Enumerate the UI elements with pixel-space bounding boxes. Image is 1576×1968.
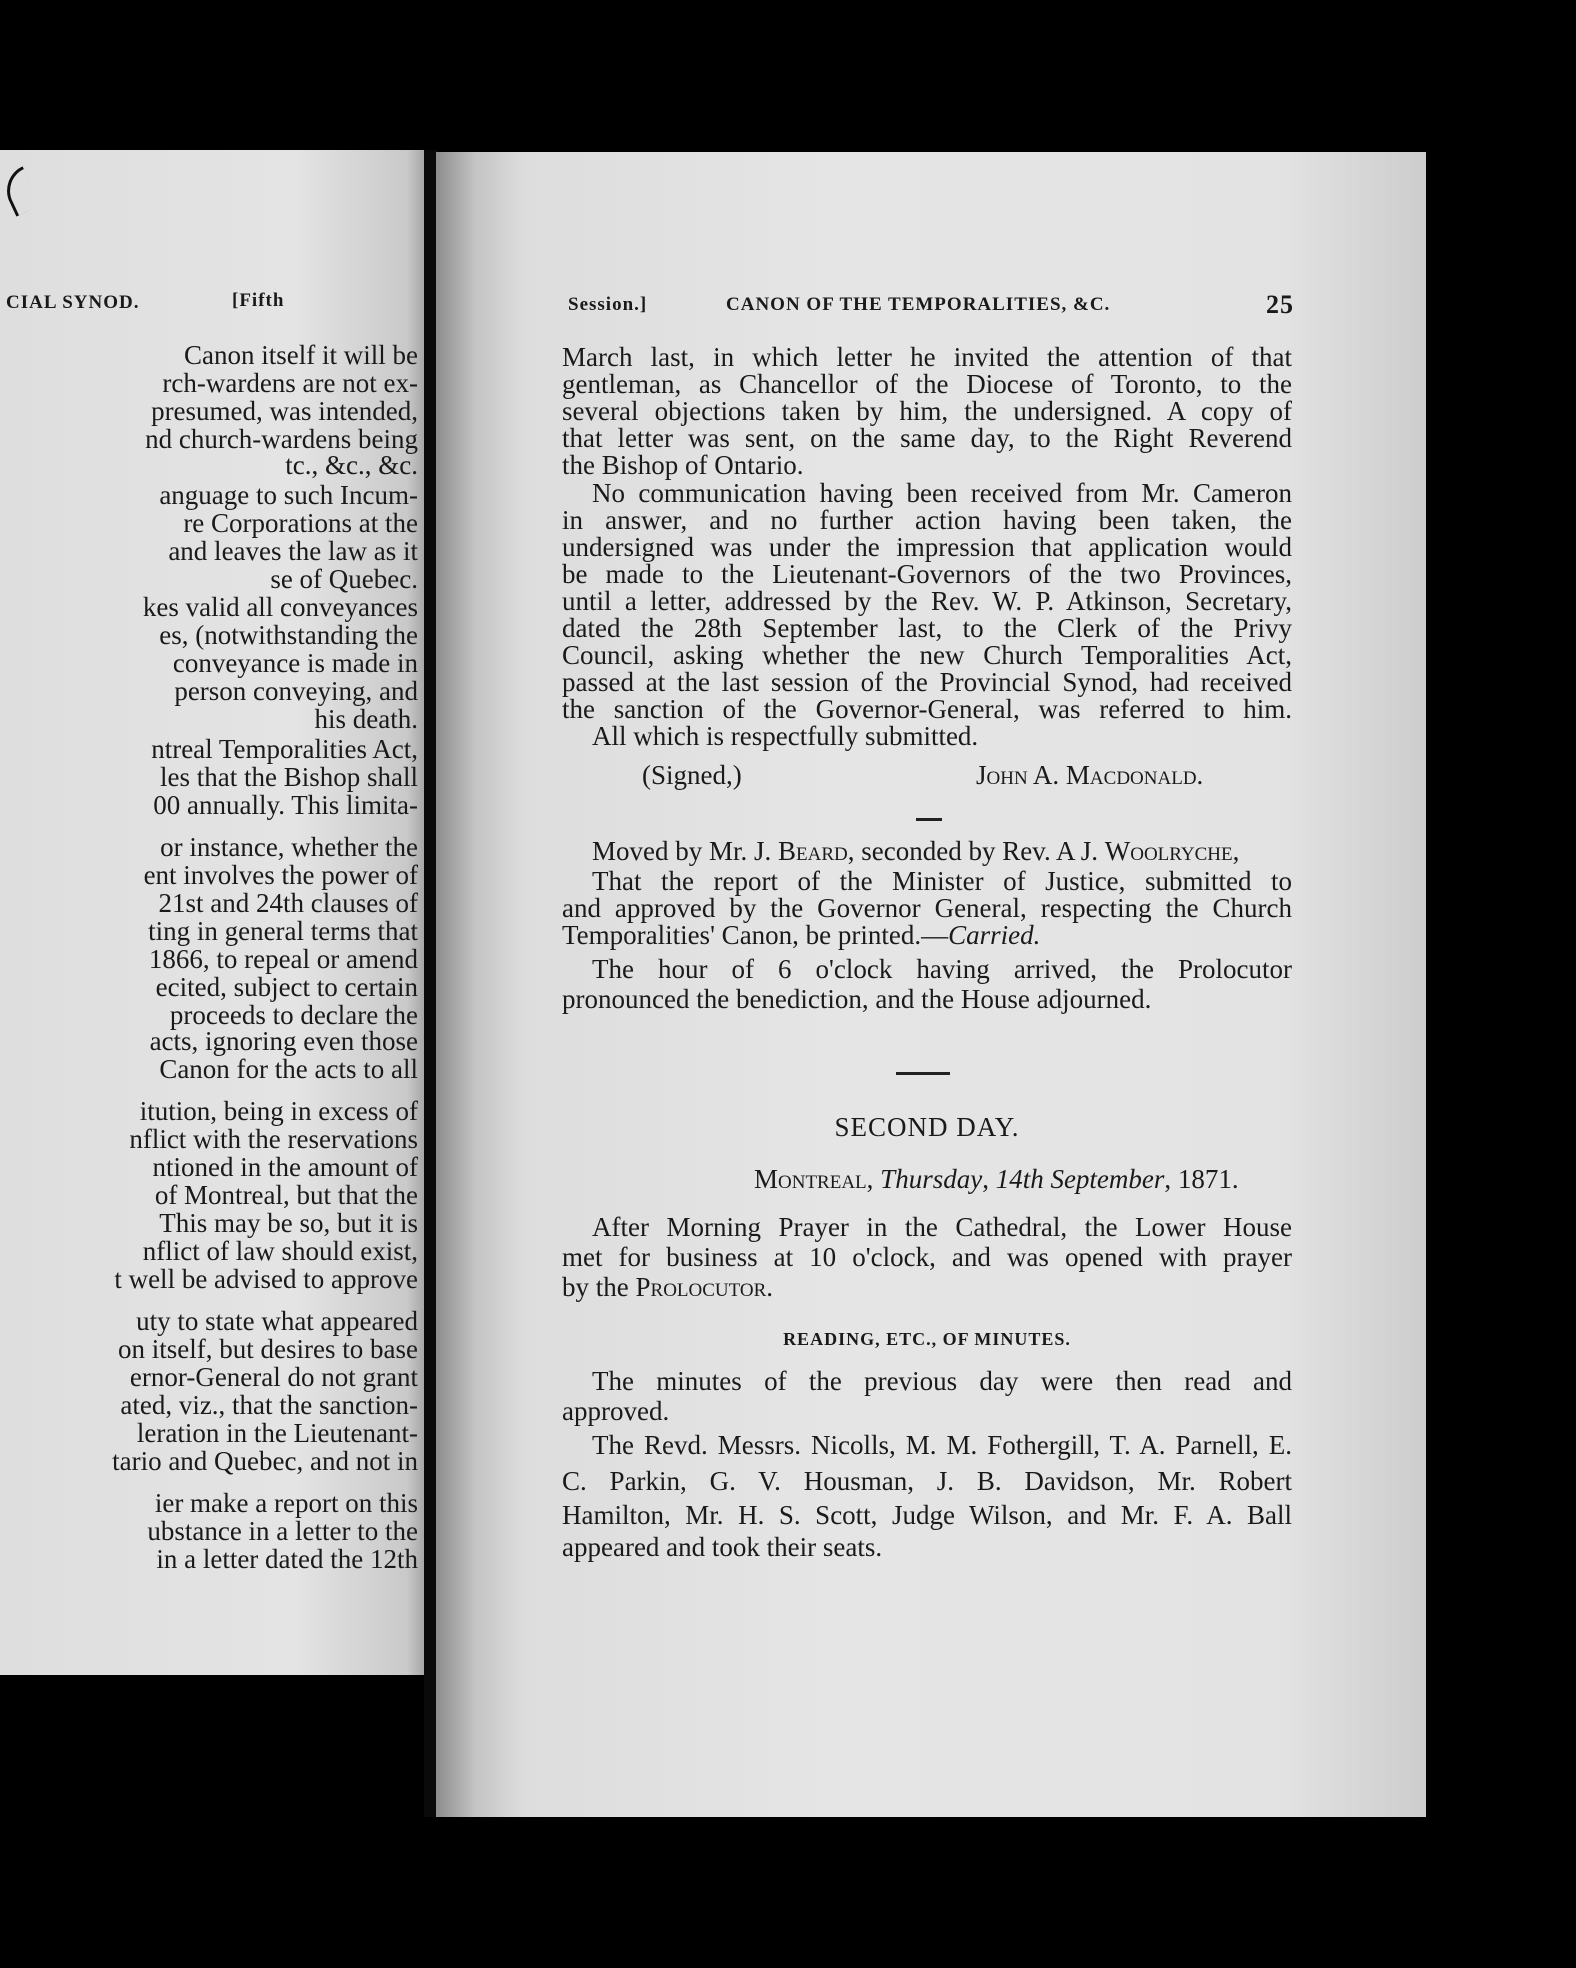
paragraph-line: and approved by the Governor General, respecting the Church — [562, 893, 1292, 923]
left-page-line: conveyance is made in — [172, 648, 418, 678]
left-page-line: rch-wardens are not ex- — [162, 368, 418, 398]
signatory-name: John A. Macdonald. — [976, 760, 1204, 790]
left-page-line: ubstance in a letter to the — [147, 1516, 418, 1546]
left-page-line: ntioned in the amount of — [152, 1152, 418, 1182]
left-page-line: ecited, subject to certain — [155, 972, 418, 1002]
left-page-line: in a letter dated the 12th — [156, 1544, 418, 1574]
section-heading: SECOND DAY. — [834, 1112, 1020, 1142]
subsection-heading: READING, ETC., OF MINUTES. — [783, 1329, 1071, 1349]
left-page-line: tario and Quebec, and not in — [112, 1446, 418, 1476]
left-page-line: es, (notwithstanding the — [159, 620, 418, 650]
paragraph-line: The hour of 6 o'clock having arrived, the Prolocutor — [592, 954, 1292, 984]
left-page-line: kes valid all conveyances — [142, 592, 418, 622]
left-page-line: or instance, whether the — [160, 832, 418, 862]
paragraph-line: After Morning Prayer in the Cathedral, the Lower House — [592, 1212, 1292, 1242]
right-page — [436, 152, 1426, 1817]
paragraph-line: The Revd. Messrs. Nicolls, M. M. Fothergill, T. A. Parnell, E. — [592, 1430, 1292, 1460]
left-page-line: proceeds to declare the — [169, 1000, 418, 1030]
paragraph-line: pronounced the benediction, and the House adjourned. — [562, 984, 1152, 1014]
left-page-line: anguage to such Incum- — [159, 480, 418, 510]
separator-rule — [916, 818, 942, 821]
paragraph-line: until a letter, addressed by the Rev. W. P. Atkinson, Secretary, — [562, 586, 1292, 616]
left-page-line: re Corporations at the — [183, 508, 418, 538]
left-page-line: 21st and 24th clauses of — [158, 888, 418, 918]
left-page-line: ent involves the power of — [143, 860, 418, 890]
left-page-line: ier make a report on this — [154, 1488, 418, 1518]
paragraph-line: The minutes of the previous day were then read and — [592, 1366, 1292, 1396]
paragraph-line: the sanction of the Governor-General, was referred to him. — [562, 694, 1292, 724]
paragraph-line: Hamilton, Mr. H. S. Scott, Judge Wilson, and Mr. F. A. Ball — [562, 1500, 1292, 1530]
page-number: 25 — [1266, 290, 1294, 319]
paragraph-line: Council, asking whether the new Church Temporalities Act, — [562, 640, 1292, 670]
left-page-line: ernor-General do not grant — [129, 1362, 418, 1392]
dateline: Montreal, Thursday, 14th September, 1871. — [754, 1164, 1239, 1194]
paragraph-line: approved. — [562, 1396, 670, 1426]
left-page-line: of Montreal, but that the — [154, 1180, 418, 1210]
running-head-title: CANON OF THE TEMPORALITIES, &C. — [726, 294, 1111, 315]
left-page-line: 1866, to repeal or amend — [148, 944, 418, 974]
left-page-line: Canon for the acts to all — [159, 1054, 418, 1084]
separator-rule — [896, 1072, 950, 1075]
paragraph-line: appeared and took their seats. — [562, 1532, 883, 1562]
paragraph-line: met for business at 10 o'clock, and was opened with prayer — [562, 1242, 1292, 1272]
signed-label: (Signed,) — [642, 760, 742, 790]
left-page-line: This may be so, but it is — [159, 1208, 418, 1238]
left-page-line: ated, viz., that the sanction- — [120, 1390, 418, 1420]
paragraph-line: gentleman, as Chancellor of the Diocese of Toronto, to the — [562, 369, 1292, 399]
left-page-line: Canon itself it will be — [184, 340, 418, 370]
left-page-line: tc., &c., &c. — [285, 450, 418, 480]
left-page-line: t well be advised to approve — [114, 1264, 418, 1294]
paragraph-line: that letter was sent, on the same day, to the Right Reverend — [562, 423, 1292, 453]
left-page-line: nflict of law should exist, — [142, 1236, 418, 1266]
left-page-line: and leaves the law as it — [168, 536, 418, 566]
left-page-line: itution, being in excess of — [139, 1096, 418, 1126]
left-page-line: on itself, but desires to base — [118, 1334, 418, 1364]
left-page-line: ting in general terms that — [148, 916, 418, 946]
paragraph-line: C. Parkin, G. V. Housman, J. B. Davidson, Mr. Robert — [562, 1466, 1292, 1496]
pencil-tick-mark — [0, 166, 41, 216]
paragraph-line: March last, in which letter he invited the attention of that — [562, 342, 1292, 372]
paragraph-line: by the Prolocutor. — [562, 1272, 774, 1302]
paragraph-line: passed at the last session of the Provincial Synod, had received — [562, 667, 1292, 697]
left-header-title: CIAL SYNOD. — [6, 292, 140, 313]
left-page — [0, 150, 424, 1675]
paragraph-line: dated the 28th September last, to the Clerk of the Privy — [562, 613, 1292, 643]
left-header-session: [Fifth — [232, 290, 285, 311]
left-page-line: acts, ignoring even those — [149, 1026, 418, 1056]
paragraph-line: the Bishop of Ontario. — [562, 450, 804, 480]
paragraph-line: That the report of the Minister of Justice, submitted to — [592, 866, 1292, 896]
paragraph-line: All which is respectfully submitted. — [592, 721, 979, 751]
left-page-line: person conveying, and — [174, 676, 418, 706]
running-head-session: Session.] — [568, 294, 648, 315]
left-page-line: presumed, was intended, — [151, 396, 418, 426]
paragraph-line: several objections taken by him, the undersigned. A copy of — [562, 396, 1292, 426]
motion-line: Moved by Mr. J. Beard, seconded by Rev. A J. Woolryche, — [592, 836, 1240, 866]
paragraph-line: No communication having been received from Mr. Cameron — [592, 478, 1292, 508]
left-page-line: 00 annually. This limita- — [153, 790, 418, 820]
left-page-line: uty to state what appeared — [136, 1306, 418, 1336]
paragraph-line: undersigned was under the impression that application would — [562, 532, 1292, 562]
paragraph-line: be made to the Lieutenant-Governors of the two Provinces, — [562, 559, 1292, 589]
paragraph-line: in answer, and no further action having been taken, the — [562, 505, 1292, 535]
left-page-line: his death. — [314, 704, 418, 734]
left-page-line: les that the Bishop shall — [160, 762, 418, 792]
left-page-line: ntreal Temporalities Act, — [151, 734, 418, 764]
left-page-line: nflict with the reservations — [129, 1124, 418, 1154]
left-page-line: se of Quebec. — [270, 564, 418, 594]
left-page-line: nd church-wardens being — [145, 424, 418, 454]
paragraph-line: Temporalities' Canon, be printed.—Carried. — [562, 920, 1041, 950]
left-page-line: leration in the Lieutenant- — [136, 1418, 418, 1448]
